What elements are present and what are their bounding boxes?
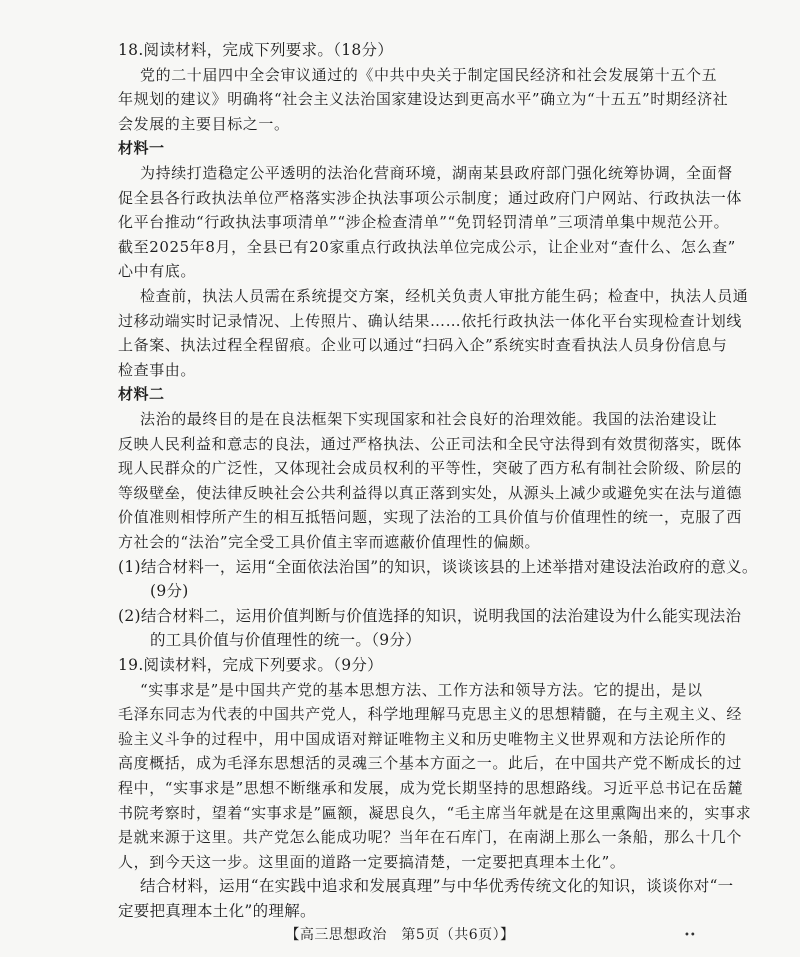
material-1-line: 为持续打造稳定公平透明的法治化营商环境，湖南某县政府部门强化统筹协调，全面督 [140, 164, 733, 182]
sub-question-line: 的工具价值与价值理性的统一。（9分） [150, 631, 422, 649]
material-1-line: 检查前，执法人员需在系统提交方案，经机关负责人审批方能生码；检查中，执法人员通 [140, 287, 749, 305]
sub-question-line: (9分) [150, 582, 189, 600]
material-1-line: 过移动端实时记录情况、上传照片、确认结果……依托行政执法一体化平台实现检查计划线 [118, 312, 743, 330]
q18-intro-line: 党的二十届四中全会审议通过的《中共中央关于制定国民经济和社会发展第十五个五 [140, 66, 718, 84]
q19-task-line: 定要把真理本土化”的理解。 [118, 902, 316, 920]
material-2-line: 方社会的“法治”完全受工具价值主宰而遮蔽价值理性的偏颇。 [118, 533, 541, 551]
q19-material-line: 毛泽东同志为代表的中国共产党人，科学地理解马克思主义的思想精髓，在与主观主义、经 [118, 705, 743, 723]
material-1-line: 心中有底。 [118, 262, 197, 280]
q19-material-line: 验主义斗争的过程中，用中国成语对辩证唯物主义和历史唯物主义世界观和方法论所作的 [118, 730, 727, 748]
q19-header: 19.阅读材料，完成下列要求。（9分） [118, 656, 383, 674]
material-2-line: 等级壁垒，使法律反映社会公共利益得以真正落到实处，从源头上减少或避免实在法与道德 [118, 484, 743, 502]
material-1-line: 检查事由。 [118, 361, 197, 379]
q19-material-line: 书院考察时，望着“实事求是”匾额，凝思良久，“毛主席当年就是在这里熏陶出来的，实事求 [118, 804, 752, 822]
material-1-line: 截至2025年8月，全县已有20家重点行政执法单位完成公示，让企业对“查什么、怎么查” [118, 238, 736, 256]
q19-material-line: 人，到今天这一步。这里面的道路一定要搞清楚，一定要把真理本土化”。 [118, 853, 626, 871]
material-1-line: 化平台推动“行政执法事项清单”“涉企检查清单”“免罚轻罚清单”三项清单集中规范公开。 [118, 213, 730, 231]
material-2-title: 材料二 [118, 385, 165, 403]
material-1-line: 上备案、执法过程全程留痕。企业可以通过“扫码入企”系统实时查看执法人员身份信息与 [118, 336, 728, 354]
material-2-line: 现人民群众的广泛性，又体现社会成员权利的平等性，突破了西方私有制社会阶级、阶层的 [118, 459, 743, 477]
sub-question-line: (2)结合材料二，运用价值判断与价值选择的知识，说明我国的法治建设为什么能实现法治 [118, 607, 742, 625]
sub-question-line: (1)结合材料一，运用“全面依法治国”的知识，谈谈该县的上述举措对建设法治政府的意义。 [118, 558, 758, 576]
material-2-line: 价值准则相悖所产生的相互抵牾问题，实现了法治的工具价值与价值理性的统一，克服了西 [118, 508, 743, 526]
page-footer: 【高三思想政治 第5页（共6页）】 [285, 927, 515, 943]
q18-intro-line: 年规划的建议》明确将“社会主义法治国家建设达到更高水平”确立为“十五五”时期经济社 [118, 90, 729, 108]
q18-header: 18.阅读材料，完成下列要求。（18分） [118, 41, 394, 59]
material-1-title: 材料一 [118, 139, 165, 157]
q19-material-line: 高度概括，成为毛泽东思想活的灵魂三个基本方面之一。此后，在中国共产党不断成长的过 [118, 754, 743, 772]
corner-mark: •• [684, 930, 696, 941]
material-2-line: 反映人民利益和意志的良法，通过严格执法、公正司法和全民守法得到有效贯彻落实，既体 [118, 435, 743, 453]
material-2-line: 法治的最终目的是在良法框架下实现国家和社会良好的治理效能。我国的法治建设让 [140, 410, 718, 428]
q18-intro-line: 会发展的主要目标之一。 [118, 115, 290, 133]
q19-task-line: 结合材料，运用“在实践中追求和发展真理”与中华优秀传统文化的知识，谈谈你对“一 [140, 877, 734, 895]
q19-material-line: “实事求是”是中国共产党的基本思想方法、工作方法和领导方法。它的提出，是以 [140, 681, 703, 699]
material-1-line: 促全县各行政执法单位严格落实涉企执法事项公示制度；通过政府门户网站、行政执法一体 [118, 189, 743, 207]
q19-material-line: 程中，“实事求是”思想不断继承和发展，成为党长期坚持的思想路线。习近平总书记在岳麓 [118, 779, 743, 797]
q19-material-line: 是就来源于这里。共产党怎么能成功呢？当年在石库门，在南湖上那么一条船，那么十几个 [118, 828, 743, 846]
